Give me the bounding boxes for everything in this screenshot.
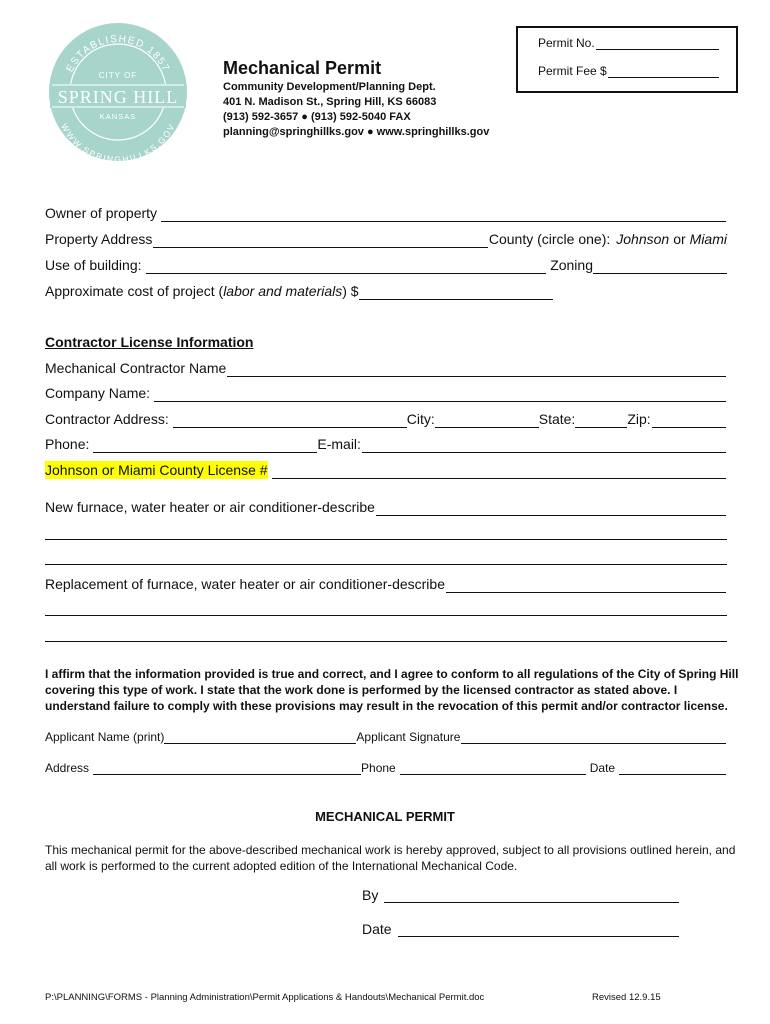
dept-contact: planning@springhillks.gov ● www.springhillks.gov <box>223 126 490 138</box>
replacement-line-3[interactable] <box>45 641 727 642</box>
county-or: or <box>673 231 686 247</box>
mech-contractor-label: Mechanical Contractor Name <box>45 360 227 376</box>
property-address-field[interactable] <box>153 233 487 248</box>
footer-path: P:\PLANNING\FORMS - Planning Administration\Permit Applications & Handouts\Mechanical Permit.doc <box>45 992 485 1003</box>
applicant-signature-label: Applicant Signature <box>356 730 461 744</box>
state-field[interactable] <box>575 413 627 428</box>
applicant-date-field[interactable] <box>619 762 726 775</box>
applicant-phone-field[interactable] <box>400 762 586 775</box>
county-option-johnson[interactable]: Johnson <box>616 231 670 247</box>
by-label: By <box>362 887 379 903</box>
owner-field[interactable] <box>161 207 726 222</box>
replacement-label: Replacement of furnace, water heater or air conditioner-describe <box>45 576 445 592</box>
applicant-phone-label: Phone <box>361 761 396 775</box>
city-seal-icon <box>48 22 188 162</box>
permit-fee-label: Permit Fee $ <box>538 64 607 78</box>
property-address-label: Property Address <box>45 231 153 247</box>
city-logo <box>48 22 188 162</box>
mech-contractor-field[interactable] <box>227 362 726 377</box>
city-label: City: <box>406 411 435 427</box>
applicant-date-label: Date <box>589 761 616 775</box>
replacement-line-2[interactable] <box>45 615 727 616</box>
approval-date-field[interactable] <box>398 922 679 937</box>
county-label: County (circle one): <box>488 231 611 247</box>
approval-heading: MECHANICAL PERMIT <box>315 809 455 824</box>
use-of-building-field[interactable] <box>146 259 547 274</box>
svg-text:SPRING HILL: SPRING HILL <box>57 87 179 107</box>
svg-text:ESTABLISHED 1857: ESTABLISHED 1857 <box>64 33 172 75</box>
zoning-field[interactable] <box>593 259 727 274</box>
state-label: State: <box>538 411 576 427</box>
cost-label-italic: labor and materials <box>223 283 343 299</box>
email-field[interactable] <box>362 438 726 453</box>
department-info <box>223 80 489 140</box>
email-label: E-mail: <box>317 436 361 452</box>
new-equipment-field[interactable] <box>376 501 726 516</box>
contractor-address-label: Contractor Address: <box>45 411 169 427</box>
company-field[interactable] <box>154 387 726 402</box>
permit-no-label: Permit No. <box>538 36 595 50</box>
dept-name: Community Development/Planning Dept. <box>223 81 436 93</box>
phone-label: Phone: <box>45 436 90 452</box>
by-field[interactable] <box>384 888 679 903</box>
new-equipment-line-3[interactable] <box>45 564 727 565</box>
svg-text:KANSAS: KANSAS <box>99 112 137 121</box>
new-equipment-line-2[interactable] <box>45 539 727 540</box>
cost-label-suffix: ) $ <box>342 283 359 299</box>
affirmation-text: I affirm that the information provided is true and correct, and I agree to conform to all regulations of the City of Spring Hill covering this type of work. I state that the work done is performed by the licensed contractor as stated above. I understand failure to comply with these provisions may result in the revocation of this permit and/or contractor license. <box>45 667 739 713</box>
zoning-label: Zoning <box>550 257 593 273</box>
permit-fee-field[interactable] <box>608 65 719 78</box>
applicant-signature-field[interactable] <box>461 731 726 744</box>
applicant-address-label: Address <box>45 761 90 775</box>
applicant-name-field[interactable] <box>164 731 356 744</box>
owner-label: Owner of property <box>45 205 158 221</box>
svg-text:CITY OF: CITY OF <box>98 71 138 80</box>
approval-date-label: Date <box>362 921 392 937</box>
applicant-address-field[interactable] <box>93 762 361 775</box>
page-title: Mechanical Permit <box>223 58 382 78</box>
cost-field[interactable] <box>359 285 553 300</box>
cost-label-prefix: Approximate cost of project ( <box>45 283 224 299</box>
applicant-name-label: Applicant Name (print) <box>45 730 165 744</box>
county-license-field[interactable] <box>272 464 726 479</box>
dept-phones: (913) 592-3657 ● (913) 592-5040 FAX <box>223 111 411 123</box>
company-label: Company Name: <box>45 385 151 401</box>
city-field[interactable] <box>435 413 539 428</box>
permit-box <box>516 26 738 93</box>
phone-field[interactable] <box>93 438 317 453</box>
replacement-field[interactable] <box>446 578 726 593</box>
permit-no-field[interactable] <box>596 37 719 50</box>
approval-text: This mechanical permit for the above-described mechanical work is hereby approved, subject to all provisions outlined herein, and all work is performed to the current adopted edition of the International Mechanical Code. <box>45 843 736 873</box>
zip-field[interactable] <box>652 413 726 428</box>
county-option-miami[interactable]: Miami <box>689 231 727 247</box>
county-license-label: Johnson or Miami County License # <box>45 462 268 478</box>
contractor-heading: Contractor License Information <box>45 334 254 350</box>
zip-label: Zip: <box>627 411 651 427</box>
dept-address: 401 N. Madison St., Spring Hill, KS 66083 <box>223 96 437 108</box>
new-equipment-label: New furnace, water heater or air conditioner-describe <box>45 499 375 515</box>
use-of-building-label: Use of building: <box>45 257 142 273</box>
contractor-address-field[interactable] <box>173 413 407 428</box>
svg-text:WWW.SPRINGHILLKS.GOV: WWW.SPRINGHILLKS.GOV <box>59 121 177 162</box>
footer-revised: Revised 12.9.15 <box>592 992 661 1003</box>
